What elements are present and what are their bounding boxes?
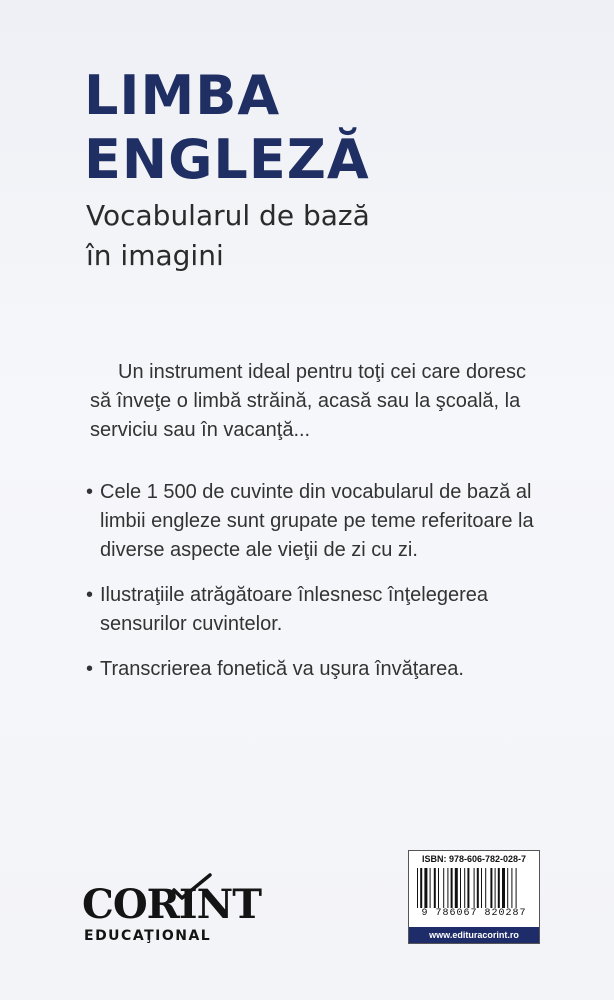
feature-item: • Cele 1 500 de cuvinte din vocabularul de bază al limbii engleze sunt grupate pe teme referitoare la diverse aspecte ale vieţii de zi cu zi. (86, 478, 536, 565)
book-subtitle (86, 196, 370, 276)
title-line-1: LIMBA (84, 64, 281, 127)
isbn-label: ISBN: 978-606-782-028-7 (421, 854, 527, 864)
publisher-website: www.edituracorint.ro (409, 927, 539, 943)
publisher-name: CORINT (82, 881, 261, 928)
title-line-2: ENGLEZĂ (84, 128, 370, 191)
barcode-icon (415, 868, 535, 908)
publisher-logo (82, 872, 261, 952)
feature-item: • Transcrierea fonetică va uşura învăţarea. (86, 655, 536, 684)
barcode-digits: 9 786067 820287 (421, 908, 527, 919)
isbn-barcode-box (408, 850, 540, 944)
publisher-imprint: EDUCAŢIONAL (84, 928, 212, 944)
feature-item: • Ilustraţiile atrăgătoare înlesnesc înţelegerea sensurilor cuvintelor. (86, 581, 536, 639)
book-title (84, 64, 370, 192)
subtitle-line-1: Vocabularul de bază (86, 199, 370, 232)
subtitle-line-2: în imagini (86, 239, 224, 272)
intro-paragraph: Un instrument ideal pentru toţi cei care doresc să înveţe o limbă străină, acasă sau la şcoală, la serviciu sau în vacanţă... (90, 361, 526, 441)
feature-list (86, 478, 536, 700)
